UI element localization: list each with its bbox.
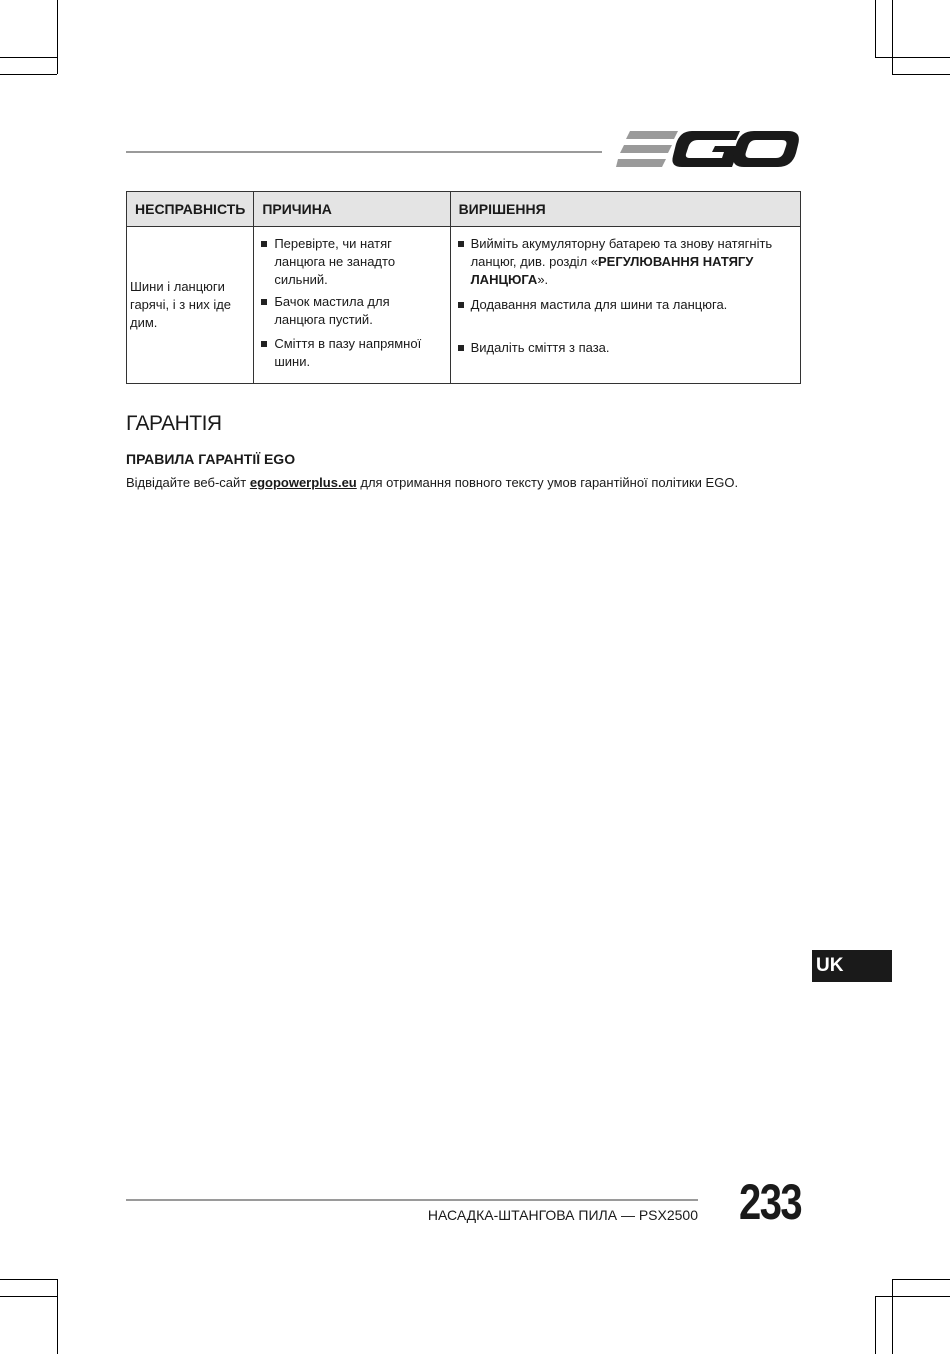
page-number: 233 bbox=[739, 1174, 801, 1230]
remedy-cell bbox=[450, 227, 800, 384]
remedy-item: Додавання мастила для шини та ланцюга. bbox=[451, 296, 800, 332]
table-header-row bbox=[127, 192, 801, 227]
fault-cell: Шини і ланцюги гарячі, і з них іде дим. bbox=[127, 227, 254, 384]
remedy-item: Видаліть сміття з паза. bbox=[451, 339, 800, 357]
crop-mark bbox=[892, 74, 950, 75]
cause-item: Сміття в пазу напрямної шини. bbox=[254, 335, 449, 371]
crop-mark bbox=[875, 57, 950, 58]
footer-product-name: НАСАДКА-ШТАНГОВА ПИЛА — PSX2500 bbox=[427, 1207, 698, 1223]
cause-cell bbox=[254, 227, 450, 384]
crop-mark bbox=[875, 1296, 876, 1354]
crop-mark bbox=[875, 0, 876, 57]
crop-mark bbox=[0, 57, 57, 58]
crop-mark bbox=[0, 1296, 57, 1297]
section-subtitle: ПРАВИЛА ГАРАНТІЇ EGO bbox=[126, 451, 296, 467]
crop-mark bbox=[57, 0, 58, 74]
ego-logo bbox=[616, 128, 800, 172]
crop-mark bbox=[0, 74, 57, 75]
remedy-text: ». bbox=[537, 272, 549, 287]
remedy-item bbox=[451, 235, 800, 289]
cause-item: Бачок мастила для ланцюга пустий. bbox=[254, 293, 449, 331]
section-title: ГАРАНТІЯ bbox=[126, 412, 222, 435]
remedy-text: Вийміть акумуляторну батарею та знову натягніть ланцюг, див. розділ « bbox=[470, 236, 773, 269]
warranty-text: для отримання повного тексту умов гарантійної політики EGO. bbox=[356, 475, 739, 490]
crop-mark bbox=[892, 1279, 893, 1354]
column-header-cause: ПРИЧИНА bbox=[254, 192, 450, 227]
remedy-section-reference: РЕГУЛЮВАННЯ НАТЯГУ ЛАНЦЮГА bbox=[470, 254, 754, 287]
crop-mark bbox=[892, 1279, 950, 1280]
warranty-text: Відвідайте веб-сайт bbox=[126, 475, 250, 490]
warranty-paragraph bbox=[126, 475, 806, 490]
crop-mark bbox=[892, 0, 893, 74]
column-header-remedy: ВИРІШЕННЯ bbox=[450, 192, 800, 227]
crop-mark bbox=[0, 1279, 57, 1280]
table-row bbox=[127, 227, 801, 384]
troubleshooting-table bbox=[126, 191, 801, 384]
column-header-fault: НЕСПРАВНІСТЬ bbox=[127, 192, 254, 227]
cause-item: Перевірте, чи натяг ланцюга не занадто сильний. bbox=[254, 235, 449, 289]
header-rule bbox=[126, 151, 602, 153]
crop-mark bbox=[57, 1279, 58, 1354]
website-link[interactable]: egopowerplus.eu bbox=[249, 475, 357, 490]
language-tab: UK bbox=[812, 950, 892, 982]
footer-rule bbox=[126, 1199, 698, 1201]
crop-mark bbox=[875, 1296, 950, 1297]
